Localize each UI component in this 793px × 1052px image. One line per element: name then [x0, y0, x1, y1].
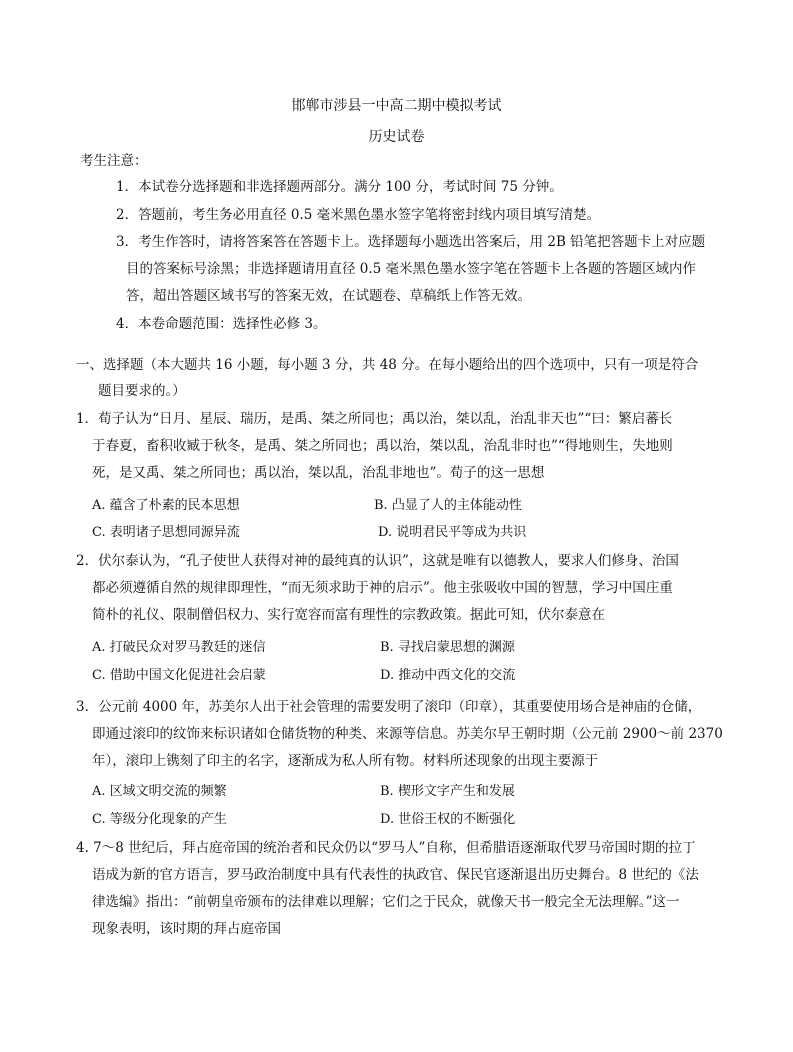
- question-1-stem: 死，是又禹、桀之所同也；禹以治，桀以乱，治乱非地也”。荀子的这一思想: [92, 465, 545, 481]
- question-2-option-b: B. 寻找启蒙思想的渊源: [380, 640, 515, 655]
- question-1-stem: 1．荀子认为“日月、星辰、瑞历，是禹、桀之所同也；禹以治，桀以乱，治乱非天也”“曰：繁启蕃长: [76, 411, 673, 427]
- exam-subtitle: 历史试卷: [368, 129, 425, 145]
- exam-title: 邯郸市涉县一中高二期中模拟考试: [291, 98, 502, 114]
- question-3-option-d: D. 世俗王权的不断强化: [380, 812, 516, 827]
- question-1-option-d: D. 说明君民平等成为共识: [378, 525, 527, 540]
- notice-heading: 考生注意：: [80, 153, 148, 169]
- question-3-stem: 即通过滚印的纹饰来标识诸如仓储货物的种类、来源等信息。苏美尔早王朝时期（公元前 2900～前 2370: [92, 726, 723, 742]
- question-1-option-b: B. 凸显了人的主体能动性: [374, 498, 522, 513]
- notice-item-continued: 答，超出答题区域书写的答案无效，在试题卷、草稿纸上作答无效。: [126, 288, 531, 304]
- question-2-option-c: C. 借助中国文化促进社会启蒙: [92, 668, 266, 683]
- question-1-stem: 于春夏，畜积收臧于秋冬，是禹、桀之所同也；禹以治，桀以乱，治乱非时也”“得地则生，失地则: [92, 438, 673, 454]
- question-2-option-a: A. 打破民众对罗马教廷的迷信: [92, 640, 266, 655]
- notice-item: 2．答题前，考生务必用直径 0.5 毫米黑色墨水签字笔将密封线内项目填写清楚。: [116, 207, 601, 223]
- question-4-stem: 语成为新的官方语言，罗马政治制度中具有代表性的执政官、保民官逐渐退出历史舞台。8 世纪的《法: [92, 867, 699, 883]
- question-4-stem: 4. 7～8 世纪后，拜占庭帝国的统治者和民众仍以“罗马人”自称，但希腊语逐渐取代罗马帝国时期的拉丁: [76, 840, 696, 856]
- notice-item: 4．本卷命题范围：选择性必修 3。: [116, 316, 327, 332]
- notice-item: 1．本试卷分选择题和非选择题两部分。满分 100 分，考试时间 75 分钟。: [116, 179, 563, 195]
- question-2-stem: 简朴的礼仪、限制僧侣权力、实行宽容而富有理性的宗教政策。据此可知，伏尔泰意在: [92, 607, 605, 623]
- question-3-stem: 年），滚印上镌刻了印主的名字，逐渐成为私人所有物。材料所述现象的出现主要源于: [92, 753, 599, 769]
- question-3-stem: 3．公元前 4000 年，苏美尔人出于社会管理的需要发明了滚印（印章），其重要使用场合是神庙的仓储，: [76, 699, 702, 715]
- question-4-stem: 现象表明，该时期的拜占庭帝国: [92, 921, 281, 937]
- question-2-option-d: D. 推动中西文化的交流: [380, 668, 516, 683]
- question-1-option-c: C. 表明诸子思想同源异流: [92, 525, 240, 540]
- question-3-option-b: B. 楔形文字产生和发展: [380, 784, 515, 799]
- question-3-option-c: C. 等级分化现象的产生: [92, 812, 227, 827]
- section-heading: 一、选择题（本大题共 16 小题，每小题 3 分，共 48 分。在每小题给出的四个选项中，只有一项是符合: [76, 357, 699, 373]
- section-heading-continued: 题目要求的。）: [98, 383, 186, 399]
- question-2-stem: 都必须遵循自然的规律即理性，“而无须求助于神的启示”。他主张吸收中国的智慧，学习中国庄重: [92, 580, 673, 596]
- question-2-stem: 2．伏尔泰认为，“孔子使世人获得对神的最纯真的认识”，这就是唯有以德教人，要求人们修身、治国: [76, 553, 679, 569]
- question-3-option-a: A. 区域文明交流的频繁: [92, 784, 227, 799]
- notice-item: 3．考生作答时，请将答案答在答题卡上。选择题每小题选出答案后，用 2B 铅笔把答题卡上对应题: [116, 234, 706, 250]
- question-4-stem: 律选编》指出：“前朝皇帝颁布的法律难以理解；它们之于民众，就像天书一般完全无法理解。”这一: [92, 894, 680, 910]
- question-1-option-a: A. 蕴含了朴素的民本思想: [92, 498, 240, 513]
- notice-item-continued: 目的答案标号涂黑；非选择题请用直径 0.5 毫米黑色墨水签字笔在答题卡上各题的答题区域内作: [126, 261, 697, 277]
